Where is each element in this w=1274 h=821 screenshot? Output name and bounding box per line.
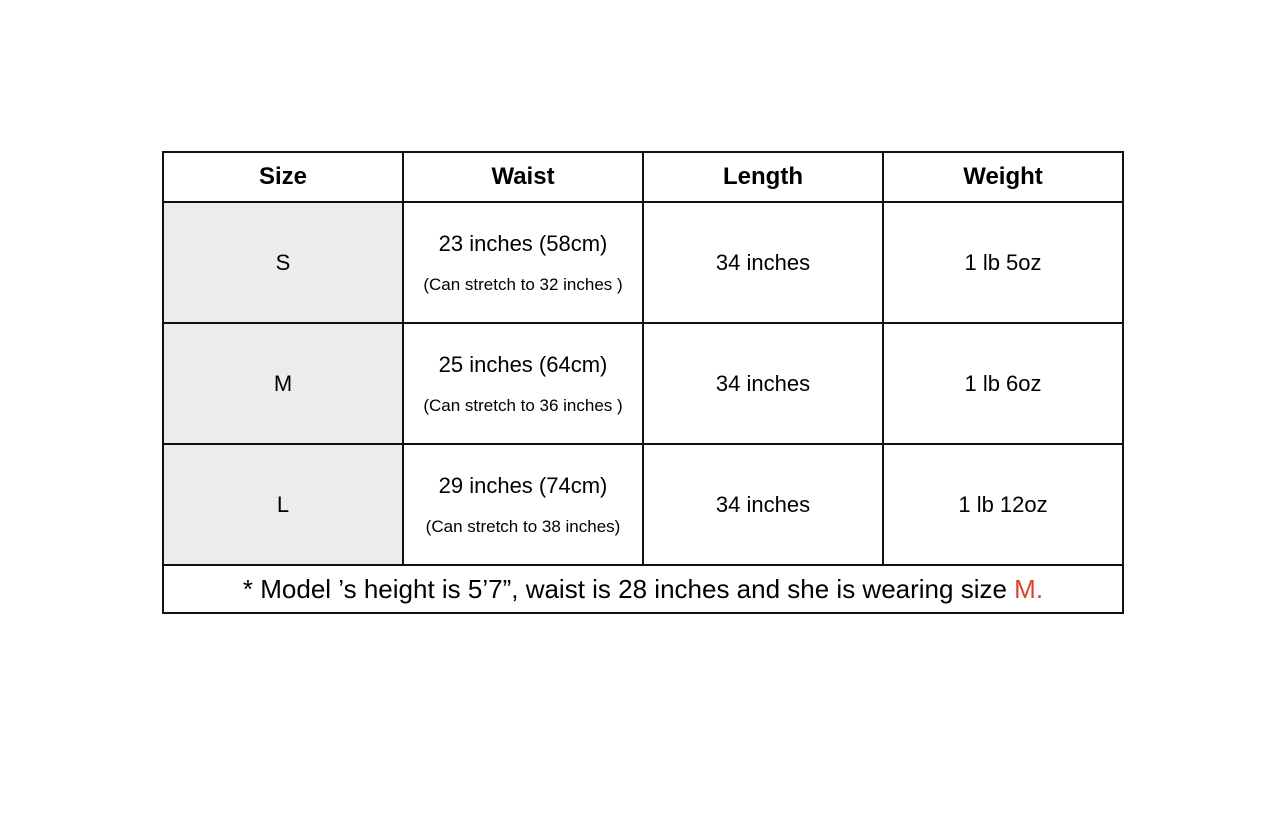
waist-cell — [403, 202, 643, 323]
header-weight: Weight — [883, 152, 1123, 202]
footnote-size-highlight: M. — [1014, 573, 1044, 604]
waist-value: 29 inches (74cm) — [438, 472, 608, 498]
waist-stretch-note: (Can stretch to 32 inches ) — [423, 274, 623, 294]
length-cell: 34 inches — [643, 202, 883, 323]
header-waist: Waist — [403, 152, 643, 202]
footnote-row — [163, 565, 1123, 613]
waist-cell — [403, 323, 643, 444]
footnote-text: * Model ’s height is 5’7”, waist is 28 inches and she is wearing size — [242, 573, 1015, 604]
size-chart-table — [162, 151, 1124, 614]
waist-cell — [403, 444, 643, 565]
model-footnote — [163, 565, 1123, 613]
header-length: Length — [643, 152, 883, 202]
waist-value: 25 inches (64cm) — [438, 351, 608, 377]
weight-cell: 1 lb 12oz — [883, 444, 1123, 565]
table-row — [163, 444, 1123, 565]
header-row — [163, 152, 1123, 202]
waist-value: 23 inches (58cm) — [438, 230, 608, 256]
header-size: Size — [163, 152, 403, 202]
waist-stretch-note: (Can stretch to 38 inches) — [425, 516, 621, 536]
waist-stretch-note: (Can stretch to 36 inches ) — [423, 395, 623, 415]
size-cell: M — [163, 323, 403, 444]
length-cell: 34 inches — [643, 323, 883, 444]
weight-cell: 1 lb 5oz — [883, 202, 1123, 323]
length-cell: 34 inches — [643, 444, 883, 565]
weight-cell: 1 lb 6oz — [883, 323, 1123, 444]
table-row — [163, 202, 1123, 323]
table-row — [163, 323, 1123, 444]
size-cell: S — [163, 202, 403, 323]
size-cell: L — [163, 444, 403, 565]
